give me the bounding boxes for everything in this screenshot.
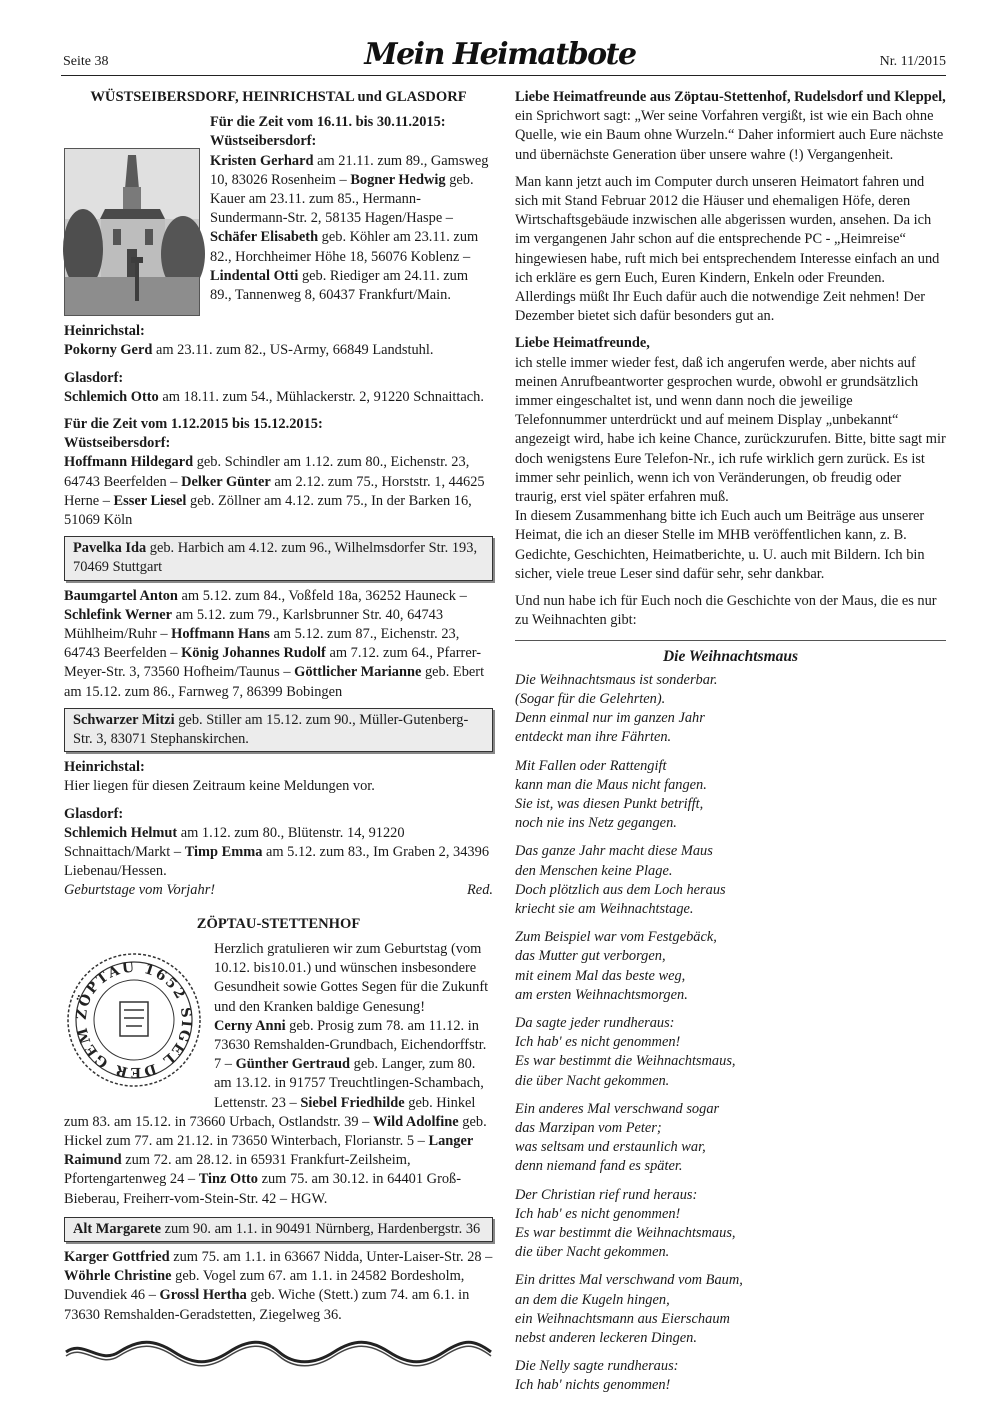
entry-text: am 7.12. zum 64., Pfarrer-Meyer-Str. 3, 73560 Hofheim/Taunus – xyxy=(64,645,482,681)
poem-line: Ich hab' nichts genommen! xyxy=(515,1377,671,1394)
name: Göttlicher Marianne xyxy=(294,664,422,681)
poem-line: Ich hab' es nicht genommen! xyxy=(515,1034,681,1051)
name: Schäfer Elisabeth xyxy=(210,229,319,246)
period1-heading: Für die Zeit vom 16.11. bis 30.11.2015: xyxy=(210,114,446,131)
masthead-blackletter-logo xyxy=(364,31,636,75)
g2-entries xyxy=(64,824,493,882)
g1-entry xyxy=(64,388,493,407)
poem-line: die über Nacht gekommen. xyxy=(515,1244,670,1261)
zoeptau-intro: Herzlich gratulieren wir zum Geburtstag (vom 10.12. bis10.01.) und wünschen insbesondere Gesundheit sowie Gottes Segen für die Zukunft und den Kranken baldige Genesung! xyxy=(214,940,489,1015)
entry-text: am 18.11. zum 54., Mühlackerstr. 2, 91220 Schnaittach. xyxy=(158,388,484,405)
name: Cerny Anni xyxy=(214,1017,286,1034)
editor-mark: Red. xyxy=(467,882,493,899)
poem-line: Es war bestimmt die Weihnachtsmaus, xyxy=(515,1053,736,1070)
w3-entries xyxy=(64,587,493,702)
name: Bogner Hedwig xyxy=(350,171,446,188)
svg-text:ZÖPTAU 1652 SIGEL DER GEMEIN xyxy=(64,950,194,1080)
name: Siebel Friedhilde xyxy=(300,1094,405,1111)
name: Delker Günter xyxy=(181,473,271,490)
poem-line: Die Weihnachtsmaus ist sonderbar. xyxy=(515,671,718,688)
poem-stanza xyxy=(515,928,946,1005)
name: Schwarzer Mitzi xyxy=(73,711,175,728)
poem-line: Das ganze Jahr macht diese Maus xyxy=(515,843,713,860)
poem-stanza xyxy=(515,1271,946,1348)
name: Baumgartel Anton xyxy=(64,587,178,604)
poem-title: Die Weihnachtsmaus xyxy=(662,648,799,666)
poem-line: das Marzipan vom Peter; xyxy=(515,1119,662,1136)
poem-line: mit einem Mal das beste weg, xyxy=(515,967,686,984)
note-line xyxy=(64,881,493,900)
name: Wild Adolfine xyxy=(372,1113,459,1130)
poem-line: Es war bestimmt die Weihnachtsmaus, xyxy=(515,1224,736,1241)
entry-text: geb. Prosig zum 78. am 11.12. in 73630 Remshalden-Grundbach, Eichendorffstr. 7 – xyxy=(214,1017,487,1073)
poem-line: die über Nacht gekommen. xyxy=(515,1072,670,1089)
entry-text: geb. Ebert am 15.12. zum 86., Farnweg 7, 86399 Bobingen xyxy=(64,664,485,700)
ornament-divider xyxy=(64,1337,493,1369)
church-photo xyxy=(64,148,200,316)
w2-label: Wüstseibersdorf: xyxy=(64,435,171,452)
entry-text: geb. Hickel zum 77. am 21.12. in 73650 Winterbach, Florianstr. 5 – xyxy=(64,1113,487,1149)
section-title-wuestseibersdorf: WÜSTSEIBERSDORF, HEINRICHSTAL und GLASDORF xyxy=(90,89,467,105)
highlight-box-schwarzer xyxy=(64,708,493,752)
name: Esser Liesel xyxy=(113,492,187,509)
poem-line: Sie ist, was diesen Punkt betrifft, xyxy=(515,795,704,812)
poem-line: Mit Fallen oder Rattengift xyxy=(515,757,667,774)
g1-label: Glasdorf: xyxy=(64,369,124,386)
poem-stanza xyxy=(515,757,946,834)
poem-line: (Sogar für die Gelehrten). xyxy=(515,690,666,707)
poem-line: kann man die Maus nicht fangen. xyxy=(515,776,707,793)
entry-text: am 5.12. zum 79., Karlsbrunner Str. 40, 64743 Mühlheim/Ruhr – xyxy=(64,606,444,643)
name: Pavelka Ida xyxy=(73,540,147,557)
poem-line: Der Christian rief rund heraus: xyxy=(515,1186,698,1203)
seal-text: ZÖPTAU 1652 SIGEL DER GEM xyxy=(73,959,195,1080)
poem-line: nebst anderen leckeren Dingen. xyxy=(515,1329,697,1346)
entry-text: geb. Harbich am 4.12. zum 96., Wilhelmsdorfer Str. 193, 70469 Stuttgart xyxy=(73,540,478,576)
poem-stanza xyxy=(515,1186,946,1263)
name: Pokorny Gerd xyxy=(64,342,153,359)
entry-text: geb. Langer, zum 80. am 13.12. in 91757 Treuchtlingen-Schambach, Lettenstr. 23 – xyxy=(214,1056,484,1111)
right-column xyxy=(515,88,946,1405)
g2-label: Glasdorf: xyxy=(64,805,124,822)
poem-line: entdeckt man ihre Fährten. xyxy=(515,729,672,746)
church-image xyxy=(65,149,199,315)
entry-text: zum 75. am 1.1. in 63667 Nidda, Unter-Laiser-Str. 28 – xyxy=(169,1248,493,1265)
entry-text: geb. Kauer am 23.11. zum 85., Hermann-Sundermann-Str. 2, 58135 Hagen/Haspe – xyxy=(210,171,474,227)
poem-line: Da sagte jeder rundheraus: xyxy=(515,1014,675,1031)
h2-label: Heinrichstal: xyxy=(64,759,145,776)
h1-label: Heinrichstal: xyxy=(64,323,145,340)
right-para-1: ein Sprichwort sagt: „Wer seine Vorfahren vergißt, ist wie ein Bach ohne Quelle, wie ein Baum ohne Wurzeln.“ Daher informiert auch Eure nächste und übernächste Generation über unsere wahre (!) Vergangenheit. xyxy=(515,108,944,163)
poem-rule xyxy=(515,640,946,641)
name: Schlemich Helmut xyxy=(64,824,178,841)
right-heading-1: Liebe Heimatfreunde aus Zöptau-Stettenhof, Rudelsdorf und Kleppel, xyxy=(515,89,946,105)
poem-line: Zum Beispiel war vom Festgebäck, xyxy=(515,929,717,946)
name: Hoffmann Hans xyxy=(171,626,270,643)
name: Timp Emma xyxy=(184,844,263,861)
entry-text: zum 90. am 1.1. in 90491 Nürnberg, Hardenbergstr. 36 xyxy=(161,1220,481,1237)
name: Langer Raimund xyxy=(64,1132,473,1169)
name: Grossl Hertha xyxy=(159,1287,247,1304)
entry-text: am 23.11. zum 82., US-Army, 66849 Landstuhl. xyxy=(152,342,434,359)
masthead-logo xyxy=(364,31,636,85)
poem-line: Ein drittes Mal verschwand vom Baum, xyxy=(515,1272,743,1289)
poem-line: Doch plötzlich aus dem Loch heraus xyxy=(515,881,726,898)
poem-line: ein Weihnachtsmann aus Eierschaum xyxy=(515,1310,730,1327)
name: Schlemich Otto xyxy=(64,388,159,405)
header-rule xyxy=(61,75,946,76)
name: Karger Gottfried xyxy=(64,1248,170,1265)
h1-entry xyxy=(64,341,493,360)
entry-text: am 5.12. zum 84., Voßfeld 18a, 36252 Hauneck – xyxy=(177,587,467,604)
poem-stanza xyxy=(515,1357,946,1395)
poem-line: den Menschen keine Plage. xyxy=(515,862,673,879)
h2-entry: Hier liegen für diesen Zeitraum keine Meldungen vor. xyxy=(64,778,375,795)
zoeptau-entries-2 xyxy=(64,1248,493,1325)
entry-text: geb. Schindler am 1.12. zum 80., Eichenstr. 23, 64743 Beerfelden – xyxy=(64,454,470,490)
highlight-box-alt xyxy=(64,1217,493,1242)
entry-text: am 5.12. zum 87., Eichenstr. 23, 64743 Beerfelden – xyxy=(64,626,460,662)
poem-line: Denn einmal nur im ganzen Jahr xyxy=(515,710,705,727)
poem-line: Ich hab' es nicht genommen! xyxy=(515,1205,681,1222)
poem xyxy=(515,671,946,1396)
poem-line: am ersten Weihnachtsmorgen. xyxy=(515,986,688,1003)
entry-text: am 1.12. zum 80., Blütenstr. 14, 91220 Schnaittach/Markt – xyxy=(64,824,405,861)
highlight-box-pavelka xyxy=(64,536,493,580)
poem-line: an dem die Kugeln hingen, xyxy=(515,1291,670,1308)
ornament-image xyxy=(64,1337,493,1367)
name: Tinz Otto xyxy=(198,1171,258,1188)
right-para-3: ich stelle immer wieder fest, daß ich angerufen werde, aber nichts auf meinen Anrufbeantworter gesprochen wurde, obwohl er grundsätzlich immer eingeschaltet ist, und wenn dann noch die jeweilige Telefonnummer unterdrückt und auf meinem Display „unbekannt“ angezeigt wird, habe ich keine Chance, zurückzurufen. Bitte, bitte sagt mir doch wenigstens Eure Telefon-Nr., ich rufe wirklich gern zurück. Es ist immer sehr peinlich, wenn ich von Veränderungen, ob freudig oder traurig, erst viel später erfahren muß. xyxy=(515,354,946,506)
right-para-2: Man kann jetzt auch im Computer durch unseren Heimatort fahren und sich mit Stand Februar 2012 die Häuser und ehemaligen Höfe, deren Wirtschaftsgebäude inzwischen alle abgerissen wurden, ansehen. Da ich im vergangenen Jahr schon auf die entsprechende PC - „Heimreise“ hingewiesen habe, ruft mich bei entsprechendem Interesse einfach an und ich erkläre es gern Euch, Euren Kindern, Enkeln oder Freunden. Allerdings müßt Ihr Euch dafür auch die notwendige Zeit nehmen! Der Dezember bietet sich dafür besonders gut an. xyxy=(515,173,940,325)
right-heading-2: Liebe Heimatfreunde, xyxy=(515,335,650,352)
section-title-zoeptau: ZÖPTAU-STETTENHOF xyxy=(196,915,361,932)
entry-text: geb. Hinkel zum 83. am 15.12. in 73660 Urbach, Ostlandstr. 39 – xyxy=(64,1094,476,1130)
entry-text: am 21.11. zum 89., Gamsweg 10, 83026 Rosenheim – xyxy=(210,152,489,188)
entry-text: geb. Köhler am 23.11. zum 82., Horchheimer Höhe 18, 56076 Koblenz – xyxy=(210,229,479,265)
entry-text: am 5.12. zum 83., Im Graben 2, 34396 Liebenau/Hessen. xyxy=(64,844,490,880)
entry-text: am 2.12. zum 75., Horststr. 1, 44625 Herne – xyxy=(64,473,485,509)
entry-text: zum 75. am 30.12. in 64401 Groß-Bieberau, Freiherr-vom-Stein-Str. 42 – HGW. xyxy=(64,1171,462,1207)
poem-line: kriecht sie am Weihnachtstage. xyxy=(515,900,694,917)
name: Lindental Otti xyxy=(210,267,299,284)
left-column xyxy=(64,88,493,1369)
entry-text: geb. Stiller am 15.12. zum 90., Müller-Gutenberg-Str. 3, 83071 Stephanskirchen. xyxy=(73,711,469,748)
w1-label: Wüstseibersdorf: xyxy=(210,133,317,150)
note-text: Geburtstage vom Vorjahr! xyxy=(64,882,216,899)
period2-heading: Für die Zeit vom 1.12.2015 bis 15.12.2015: xyxy=(64,416,323,433)
poem-line: noch nie ins Netz gegangen. xyxy=(515,815,677,832)
name: Wöhrle Christine xyxy=(64,1268,172,1285)
page-number: Seite 38 xyxy=(63,54,109,69)
poem-line: Ein anderes Mal verschwand sogar xyxy=(515,1100,720,1117)
poem-line: Die Nelly sagte rundheraus: xyxy=(515,1358,679,1375)
right-para-4: In diesem Zusammenhang bitte ich Euch auch um Beiträge aus unserer Heimat, die ich an dieser Stelle im MHB veröffentlichen kann, z. B. Gedichte, Geschichten, Heimatberichte, u. U. auch mit Bildern. Ich bin sicher, viele treue Leser sind dafür sehr, sehr dankbar. xyxy=(515,508,925,582)
entry-text: geb. Zöllner am 4.12. zum 75., In der Barken 16, 51069 Köln xyxy=(64,492,472,529)
entry-text: geb. Vogel zum 67. am 1.1. in 24582 Bordesholm, Duvendiek 46 – xyxy=(64,1268,465,1304)
poem-stanza xyxy=(515,842,946,919)
name: Hoffmann Hildegard xyxy=(64,454,194,471)
entry-text: geb. Riediger am 24.11. zum 89., Tannenweg 8, 60437 Frankfurt/Main. xyxy=(210,267,469,304)
poem-line: denn niemand fand es später. xyxy=(515,1158,683,1175)
poem-stanza xyxy=(515,1100,946,1177)
w2-entries xyxy=(64,453,493,530)
name: Alt Margarete xyxy=(73,1220,162,1237)
issue-number: Nr. 11/2015 xyxy=(879,54,946,69)
right-para-5: Und nun habe ich für Euch noch die Geschichte von der Maus, die es nur zu Weihnachten gibt: xyxy=(515,593,937,629)
poem-stanza xyxy=(515,671,946,748)
name: Kristen Gerhard xyxy=(210,152,314,169)
name: König Johannes Rudolf xyxy=(181,645,326,662)
name: Günther Gertraud xyxy=(235,1056,351,1073)
name: Schlefink Werner xyxy=(64,606,173,623)
entry-text: zum 72. am 28.12. in 65931 Frankfurt-Zeilsheim, Pfortengartenweg 24 – xyxy=(64,1152,411,1188)
entry-text: geb. Wiche (Stett.) zum 74. am 6.1. in 73630 Remshalden-Geradstetten, Ziegelweg 36. xyxy=(64,1287,470,1323)
poem-stanza xyxy=(515,1014,946,1091)
seal-image xyxy=(64,950,204,1090)
poem-line: das Mutter gut verborgen, xyxy=(515,948,666,965)
poem-line: was seltsam und erstaunlich war, xyxy=(515,1139,706,1156)
masthead-text: Mein Heimatbote xyxy=(364,37,636,72)
village-seal xyxy=(64,950,204,1090)
